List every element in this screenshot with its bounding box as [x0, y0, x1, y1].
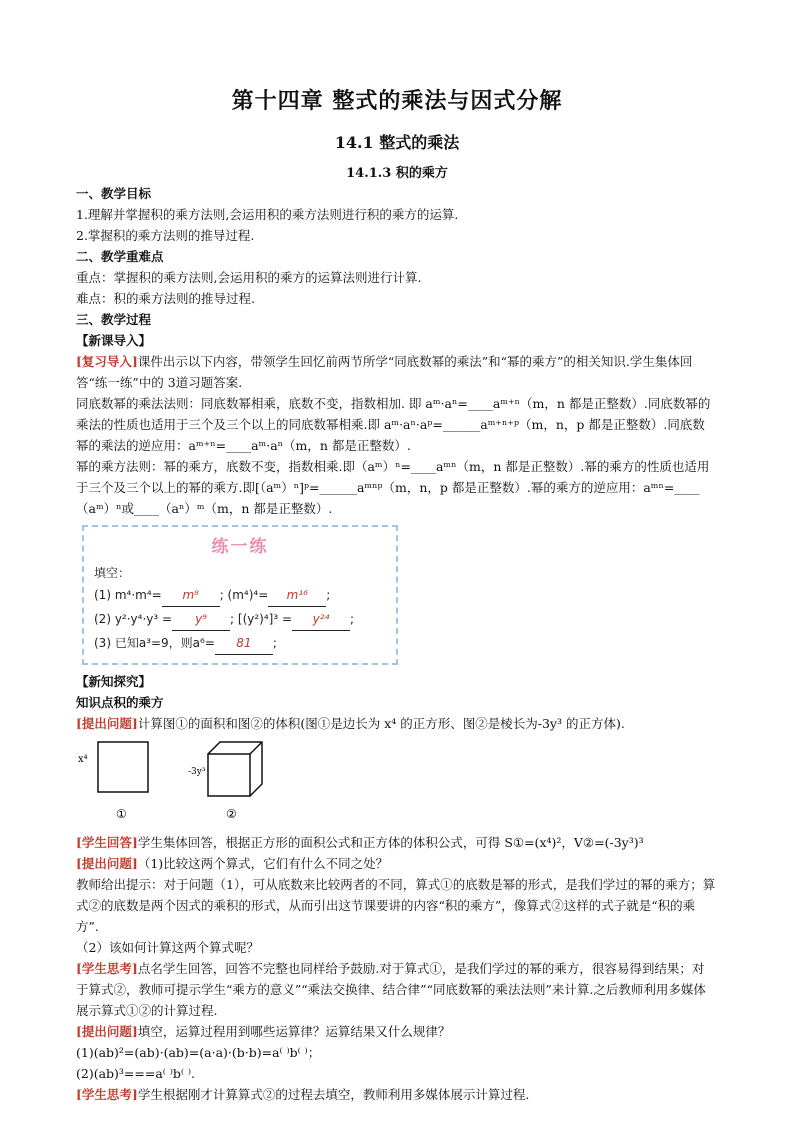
goal-item-1: 1.理解并掌握积的乘方法则,会运用积的乘方法则进行积的乘方的运算. [76, 207, 459, 222]
think2-paragraph [76, 1084, 716, 1105]
exercise-prompt: 填空： [94, 566, 131, 580]
think-tag: [学生思考] [76, 961, 138, 976]
fig2-label: -3y³ [188, 767, 206, 777]
q1b-answer: m¹⁶ [268, 585, 326, 607]
q2b-answer: y²⁴ [292, 609, 350, 631]
exercise-title: 练一练 [211, 537, 269, 557]
q2b-text: ; [(y²)⁴]³ = [230, 612, 293, 626]
ask1-paragraph [76, 713, 716, 734]
intro-heading: 【新课导入】 [76, 333, 152, 348]
fig1-label: x⁴ [78, 754, 88, 765]
formula-1: (1)(ab)²=(ab)·(ab)=(a·a)·(b·b)=a⁽ ⁾b⁽ ⁾； [76, 1045, 321, 1060]
q3-answer: 81 [215, 633, 273, 655]
keypoints-heading: 二、教学重难点 [76, 249, 164, 264]
difficult-point: 难点：积的乘方法则的推导过程. [76, 291, 255, 306]
think2-tag: [学生思考] [76, 1087, 138, 1102]
q1-text: (1) m⁴·m⁴= [94, 588, 162, 602]
ask2-paragraph [76, 853, 716, 874]
chapter-title: 第十四章 整式的乘法与因式分解 [231, 88, 563, 114]
ask3-tag: [提出问题] [76, 1024, 138, 1039]
section-title: 14.1 整式的乘法 [334, 133, 460, 152]
goal-item-2: 2.掌握积的乘方法则的推导过程. [76, 228, 255, 243]
square-figure [98, 742, 148, 792]
ask1-text: 计算图①的面积和图②的体积(图①是边长为 x⁴ 的正方形、图②是棱长为-3y³ 的正方体). [137, 716, 625, 731]
ask1-tag: [提出问题] [76, 716, 138, 731]
q1b-text: ; (m⁴)⁴= [219, 588, 269, 602]
rule-power-of-power: 幂的乘方法则：幂的乘方，底数不变，指数相乘.即（aᵐ）ⁿ=____aᵐⁿ（m，n 都是正整数）.幂的乘方的性质也适用于三个及三个以上的幂的乘方.即[（aᵐ）ⁿ]ᵖ=______aᵐⁿᵖ（m，n，p 都是正整数）.幂的乘方的逆应用：aᵐⁿ=____（aᵐ）ⁿ或____（aⁿ）ᵐ（m，n 都是正整数）. [76, 459, 710, 516]
ask3-text: 填空，运算过程用到哪些运算律？运算结果又什么规律？ [137, 1024, 451, 1039]
think-paragraph [76, 958, 716, 1021]
q1-end: ; [326, 588, 331, 602]
q2-end: ; [350, 612, 355, 626]
ask3-paragraph [76, 1021, 716, 1042]
review-paragraph [76, 351, 716, 393]
question-2: （2）该如何计算这两个算式呢？ [76, 940, 259, 955]
q2-text: (2) y²·y⁴·y³ = [94, 612, 173, 626]
important-point: 重点：掌握积的乘方法则,会运用积的乘方的运算法则进行计算. [76, 270, 422, 285]
exercise-q1 [94, 585, 330, 607]
q3-text: (3) 已知a³=9，则a⁶= [94, 636, 215, 650]
ask2-text: （1)比较这两个算式，它们有什么不同之处？ [137, 856, 389, 871]
think2-text: 学生根据刚才计算算式②的过程去填空，教师利用多媒体展示计算过程. [137, 1087, 530, 1102]
fig1-number: ① [116, 807, 127, 821]
goals-heading: 一、教学目标 [76, 186, 152, 201]
explore-topic: 知识点积的乘方 [76, 695, 164, 710]
q2-answer: y⁹ [172, 609, 230, 631]
document-body [76, 183, 716, 1105]
explore-heading: 【新知探究】 [76, 674, 152, 689]
subsection-title: 14.1.3 积的乘方 [346, 166, 448, 181]
fig2-number: ② [226, 807, 237, 821]
review-text: 课件出示以下内容，带领学生回忆前两节所学“同底数幂的乘法”和“幂的乘方”的相关知识.学生集体回答“练一练”中的 3道习题答案. [76, 354, 693, 390]
think-text: 点名学生回答，回答不完整也同样给予鼓励.对于算式①，是我们学过的幂的乘方，很容易得到结果；对于算式②，教师可提示学生“乘方的意义”“乘法交换律、结合律”“同底数幂的乘法法则”来计算.之后教师利用多媒体展示算式①②的计算过程. [76, 961, 706, 1018]
teacher-hint: 教师给出提示：对于问题（1），可从底数来比较两者的不同，算式①的底数是幂的形式，是我们学过的幂的乘方；算式②的底数是两个因式的乘积的形式，从而引出这节课要讲的内容“积的乘方”，像算式②这样的式子就是“积的乘方”. [76, 877, 716, 934]
ask2-tag: [提出问题] [76, 856, 138, 871]
exercise-q2 [94, 609, 354, 631]
q3-end: ; [272, 636, 277, 650]
formula-2: (2)(ab)³===a⁽ ⁾b⁽ ⁾. [76, 1066, 196, 1081]
answer-tag: [学生回答] [76, 835, 138, 850]
answer-paragraph [76, 832, 716, 853]
rule-product-of-powers: 同底数幂的乘法法则：同底数幂相乘，底数不变，指数相加. 即 aᵐ·aⁿ=____aᵐ⁺ⁿ（m，n 都是正整数）.同底数幂的乘法的性质也适用于三个及三个以上的同底数幂相乘.即 aᵐ·aⁿ·aᵖ=______aᵐ⁺ⁿ⁺ᵖ（m，n，p 都是正整数）.同底数幂的乘法的逆应用：aᵐ⁺ⁿ=____aᵐ·aⁿ（m，n 都是正整数）. [76, 396, 711, 453]
exercise-q3 [94, 633, 277, 655]
review-tag: [复习导入] [76, 354, 138, 369]
cube-figure [208, 742, 262, 796]
figures [76, 738, 276, 830]
process-heading: 三、教学过程 [76, 312, 152, 327]
q1-answer: m⁸ [162, 585, 220, 607]
answer-text: 学生集体回答，根据正方形的面积公式和正方体的体积公式，可得 S①=(x⁴)²，V②=(-3y³)³ [137, 835, 644, 850]
figures-svg [76, 738, 276, 830]
exercise-box [82, 525, 398, 665]
